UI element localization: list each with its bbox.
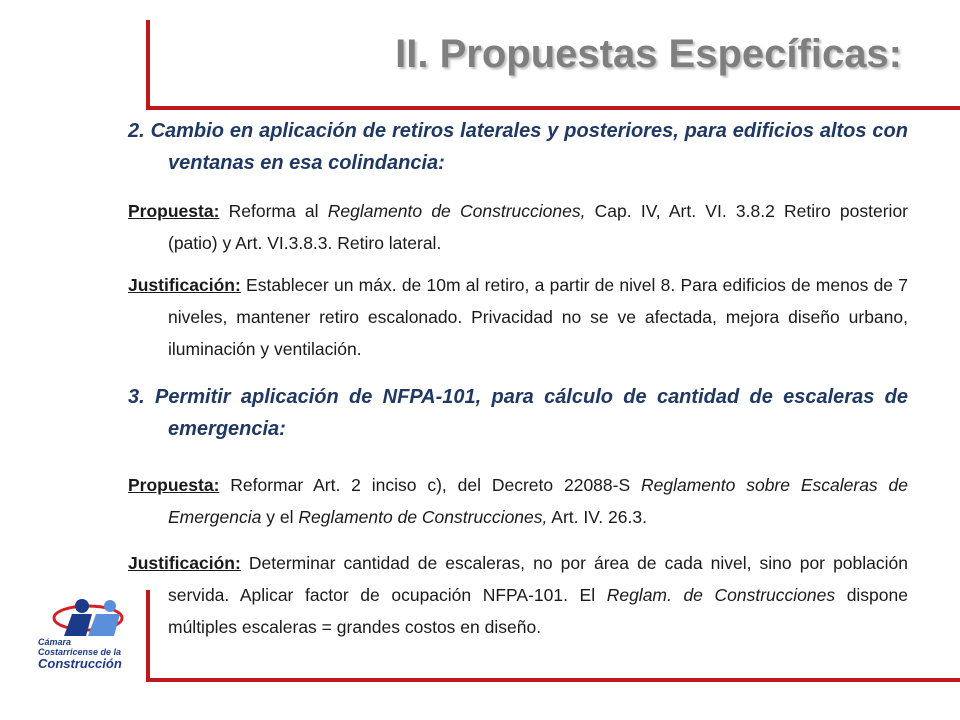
justificacion-text: dispone múltiples escaleras = grandes costos en diseño. [168,585,908,637]
section-3-heading: 3. Permitir aplicación de NFPA-101, para cálculo de cantidad de escaleras de emergencia: [128,386,908,440]
justificacion-label: Justificación: [128,553,241,573]
propuesta-label: Propuesta: [128,475,220,495]
logo-line-3: Construcción [38,656,122,671]
frame-line-vertical-top [146,20,150,110]
logo-text [38,637,142,670]
justificacion-text: Establecer un máx. de 10m al retiro, a partir de nivel 8. Para edificios de menos de 7 niveles, mantener retiro escalonado. Privacidad no se ve afectada, mejora diseño urbano, iluminación y ventilación. [168,275,908,359]
justificacion-label: Justificación: [128,275,241,295]
propuesta-text: Cap. IV, Art. VI. 3.8.2 Retiro posterior (patio) y Art. VI.3.8.3. Retiro lateral. [168,201,908,253]
propuesta-italic: Reglamento de Construcciones, [327,201,586,221]
section-2-propuesta [128,195,908,259]
logo-line-2: Costarricense de la [38,647,122,657]
section-3-propuesta [128,469,908,533]
section-3-justificacion [128,547,908,643]
slide-content [128,115,908,643]
propuesta-label: Propuesta: [128,201,220,221]
section-2-justificacion [128,269,908,365]
slide-title: II. Propuestas Específicas: [395,32,902,76]
justificacion-text: Determinar cantidad de escaleras, no por área de cada nivel, sino por población servida. Aplicar factor de ocupación NFPA-101. El [168,553,908,605]
propuesta-italic: Reglamento sobre Escaleras de Emergencia [168,475,909,527]
frame-line-horizontal-top [146,106,960,110]
section-2-heading: 2. Cambio en aplicación de retiros laterales y posteriores, para edificios altos con ventanas en esa colindancia: [128,120,908,174]
propuesta-text: Reformar Art. 2 inciso c), del Decreto 22088-S [219,475,641,495]
justificacion-italic: Reglam. de Construcciones [606,585,836,605]
logo-line-1: Cámara [38,637,72,647]
propuesta-italic: Reglamento de Construcciones, [298,507,548,527]
propuesta-text: Reforma al [219,201,328,221]
propuesta-text: y el [261,507,299,527]
propuesta-text: Art. IV. 26.3. [547,507,647,527]
frame-line-horizontal-bottom [146,678,960,682]
